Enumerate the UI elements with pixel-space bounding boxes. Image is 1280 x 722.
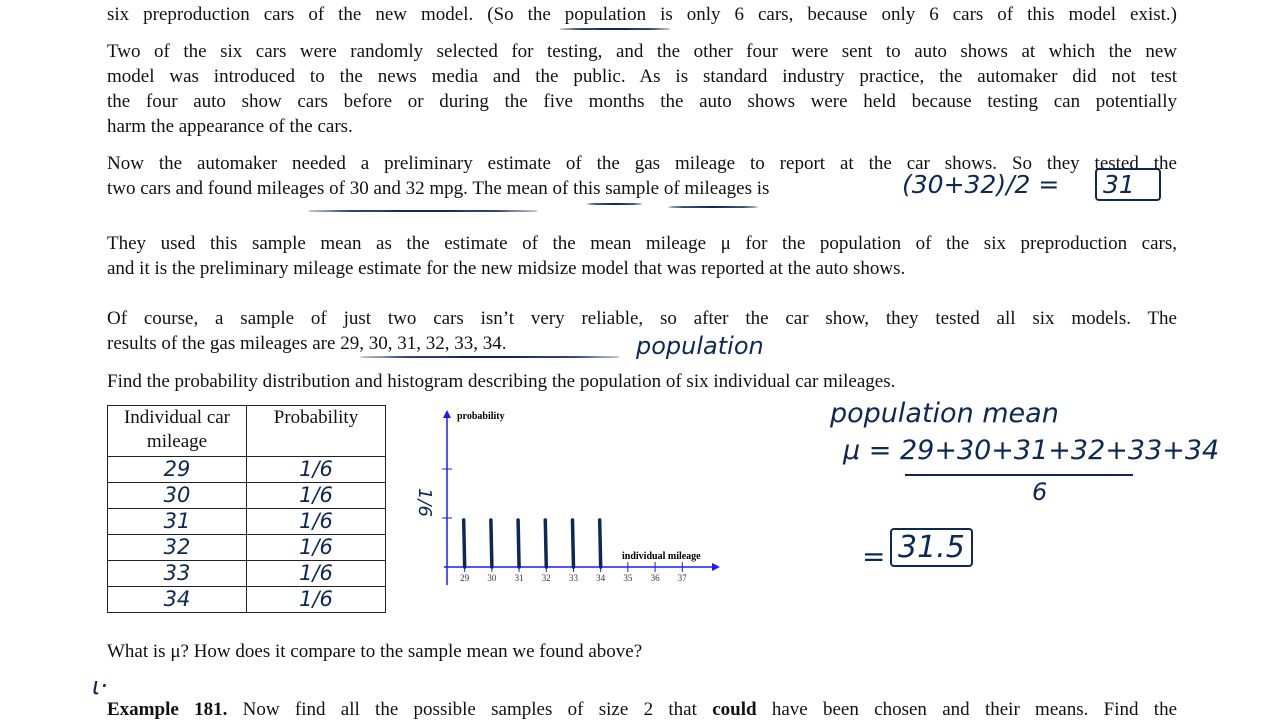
x-tick-label: 31 (514, 573, 524, 583)
probability-cell: 1/6 (247, 535, 386, 561)
text-line: Two of the six cars were randomly selected for testing, and the other four were sent to auto shows at which the new (107, 41, 1177, 62)
mileage-cell: 30 (108, 483, 247, 509)
text-line: Of course, a sample of just two cars isn’t very reliable, so after the car show, they tested all six models. The (107, 308, 1177, 329)
x-tick-label: 30 (487, 573, 497, 583)
header-mileage: Individual car mileage (108, 406, 247, 457)
underline (668, 206, 758, 208)
x-tick-label: 35 (623, 573, 633, 583)
x-tick-label: 32 (541, 573, 551, 583)
annotation-margin-mark: ι· (92, 672, 108, 700)
mileage-cell: 32 (108, 535, 247, 561)
probability-table (107, 405, 386, 613)
text-line: What is μ? How does it compare to the sample mean we found above? (107, 641, 643, 662)
underline (587, 203, 642, 205)
y-axis-arrow (443, 410, 451, 418)
table-row (108, 457, 386, 483)
annotation-one-sixth: 1/6 (413, 488, 435, 517)
underline (308, 210, 538, 212)
table-row (108, 483, 386, 509)
example-label: Example 181. (107, 699, 228, 720)
text-line: the four auto show cars before or during the five months the auto shows were held because testing can potentially (107, 91, 1177, 112)
annotation-mu-denominator: 6 (1032, 478, 1048, 506)
probability-cell: 1/6 (247, 587, 386, 613)
x-tick-label: 37 (677, 573, 687, 583)
annotation-mu-numerator: μ = 29+30+31+32+33+34 (843, 435, 1220, 466)
x-axis-label: individual mileage (622, 551, 701, 562)
y-axis-label: probability (457, 411, 505, 422)
text-line: six preproduction cars of the new model. (So the population is only 6 cars, because only 6 cars of this model exist.) (107, 4, 1177, 25)
probability-cell: 1/6 (247, 457, 386, 483)
underline (560, 28, 670, 30)
mileage-cell: 33 (108, 561, 247, 587)
example-bold: could (712, 699, 757, 720)
text-line: two cars and found mileages of 30 and 32 mpg. The mean of this sample of mileages is (107, 178, 770, 199)
x-tick-label: 33 (568, 573, 578, 583)
x-axis-arrow (712, 563, 720, 571)
header-probability: Probability (247, 406, 386, 457)
annotation-sample-mean-result: 31 (1095, 168, 1161, 201)
text-line: results of the gas mileages are 29, 30, 31, 32, 33, 34. (107, 333, 507, 354)
x-tick-label: 34 (596, 573, 606, 583)
x-tick-label: 29 (460, 573, 470, 583)
text-line: Find the probability distribution and histogram describing the population of six individual car mileages. (107, 371, 896, 392)
annotation-mu-equals: = (862, 540, 886, 573)
table-row (108, 561, 386, 587)
annotation-sample-mean-work: (30+32)/2 = (902, 170, 1060, 199)
text-line: Now the automaker needed a preliminary estimate of the gas mileage to report at the car shows. So they tested the (107, 153, 1177, 174)
mileage-cell: 31 (108, 509, 247, 535)
x-tick-label: 36 (650, 573, 660, 583)
bar-34 (600, 520, 601, 567)
annotation-population-mean: population mean (830, 398, 1059, 429)
example-text: Now find all the possible samples of size 2 that (227, 699, 713, 720)
fraction-bar (905, 474, 1133, 476)
annotation-mu-result: 31.5 (890, 528, 973, 567)
bar-33 (572, 520, 573, 567)
histogram-chart (400, 400, 740, 600)
bar-30 (491, 520, 492, 567)
mileage-cell: 29 (108, 457, 247, 483)
underline (360, 356, 620, 358)
text-line: harm the appearance of the cars. (107, 116, 353, 137)
table-row (108, 535, 386, 561)
bar-32 (545, 520, 546, 567)
text-line: model was introduced to the news media and the public. As is standard industry practice, the automaker did not test (107, 66, 1177, 87)
annotation-population: population (636, 332, 764, 360)
mileage-cell: 34 (108, 587, 247, 613)
text-line: and it is the preliminary mileage estimate for the new midsize model that was reported at the auto shows. (107, 258, 906, 279)
probability-cell: 1/6 (247, 509, 386, 535)
table-row (108, 509, 386, 535)
text-line: They used this sample mean as the estimate of the mean mileage μ for the population of the six preproduction cars, (107, 233, 1177, 254)
bar-29 (464, 520, 465, 567)
example-181 (107, 698, 1177, 722)
bar-31 (518, 520, 519, 567)
table-row (108, 587, 386, 613)
example-text: have been chosen and their means. Find the (756, 699, 1177, 720)
probability-cell: 1/6 (247, 483, 386, 509)
probability-cell: 1/6 (247, 561, 386, 587)
